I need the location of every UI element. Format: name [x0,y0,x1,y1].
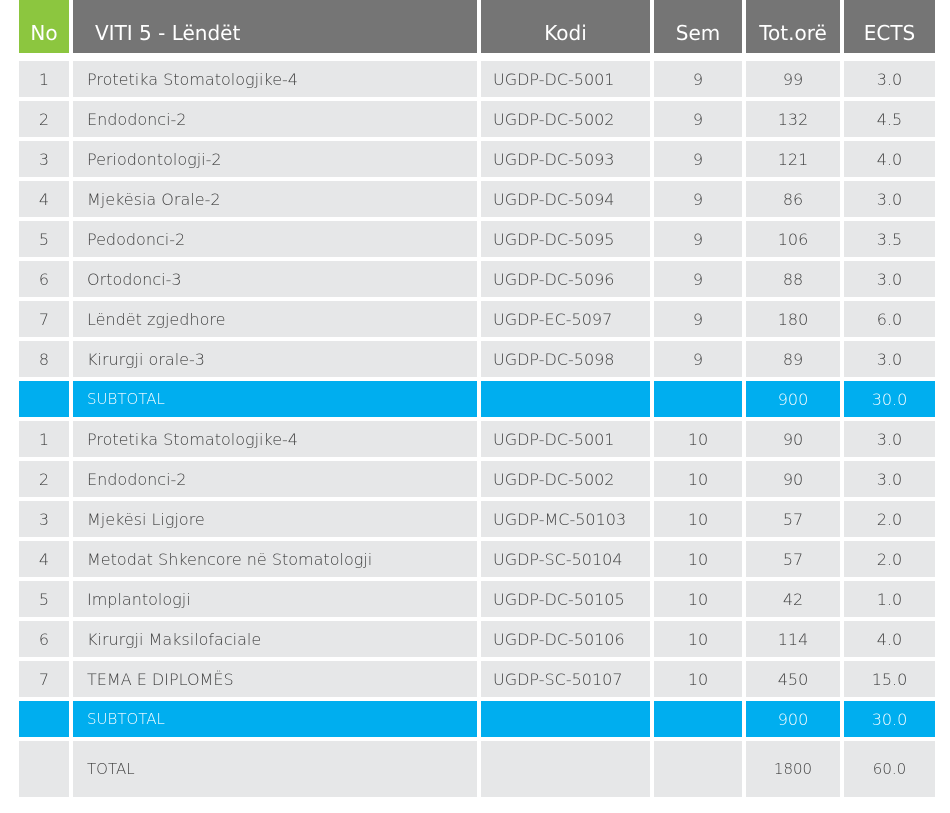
cell-name: Kirurgji orale-3 [73,341,477,377]
table-row [19,657,935,697]
cell-no: 7 [19,661,69,697]
header-title: VITI 5 - Lëndët [73,0,477,53]
cell-ects: 3.0 [844,461,935,497]
total-row [19,737,935,797]
cell-tot: 132 [746,101,840,137]
total-ects: 60.0 [844,741,935,797]
cell-code: UGDP-DC-5002 [481,101,650,137]
subtotal-ects: 30.0 [844,701,935,737]
cell-sem: 9 [654,221,742,257]
cell-name: Periodontologji-2 [73,141,477,177]
cell-sem: 9 [654,261,742,297]
cell-name: Metodat Shkencore në Stomatologji [73,541,477,577]
courses-table [19,0,935,797]
cell-code: UGDP-DC-50106 [481,621,650,657]
cell-sem: 9 [654,341,742,377]
cell-no: 2 [19,101,69,137]
cell-ects: 3.0 [844,61,935,97]
semester-9-rows [19,57,935,377]
cell-no: 8 [19,341,69,377]
cell-tot: 99 [746,61,840,97]
subtotal-no [19,701,69,737]
cell-tot: 90 [746,421,840,457]
table-row [19,617,935,657]
table-row [19,497,935,537]
cell-code: UGDP-SC-50107 [481,661,650,697]
cell-tot: 89 [746,341,840,377]
header-sem: Sem [654,0,742,53]
cell-tot: 180 [746,301,840,337]
cell-sem: 10 [654,621,742,657]
subtotal-code [481,381,650,417]
total-label: TOTAL [73,741,477,797]
cell-tot: 106 [746,221,840,257]
cell-no: 1 [19,61,69,97]
cell-no: 3 [19,141,69,177]
cell-tot: 114 [746,621,840,657]
cell-name: Protetika Stomatologjike-4 [73,61,477,97]
cell-sem: 9 [654,101,742,137]
cell-name: TEMA E DIPLOMËS [73,661,477,697]
table-row [19,97,935,137]
cell-ects: 1.0 [844,581,935,617]
subtotal-sem [654,701,742,737]
table-row [19,177,935,217]
total-tot: 1800 [746,741,840,797]
cell-tot: 88 [746,261,840,297]
total-no [19,741,69,797]
cell-code: UGDP-DC-50105 [481,581,650,617]
subtotal-label: SUBTOTAL [73,701,477,737]
subtotal-row [19,377,935,417]
cell-no: 6 [19,261,69,297]
cell-name: Mjekësi Ligjore [73,501,477,537]
header-no: No [19,0,69,53]
cell-sem: 9 [654,141,742,177]
cell-code: UGDP-DC-5098 [481,341,650,377]
cell-ects: 2.0 [844,501,935,537]
cell-name: Lëndët zgjedhore [73,301,477,337]
table-row [19,577,935,617]
cell-code: UGDP-DC-5095 [481,221,650,257]
cell-code: UGDP-DC-5094 [481,181,650,217]
cell-code: UGDP-DC-5001 [481,61,650,97]
cell-ects: 3.0 [844,421,935,457]
cell-name: Pedodonci-2 [73,221,477,257]
cell-no: 7 [19,301,69,337]
cell-tot: 90 [746,461,840,497]
table-row [19,297,935,337]
cell-sem: 10 [654,661,742,697]
cell-no: 4 [19,181,69,217]
cell-name: Ortodonci-3 [73,261,477,297]
cell-tot: 121 [746,141,840,177]
cell-no: 1 [19,421,69,457]
subtotal-row [19,697,935,737]
semester-10-rows [19,417,935,697]
subtotal-sem [654,381,742,417]
cell-code: UGDP-EC-5097 [481,301,650,337]
cell-ects: 4.0 [844,141,935,177]
cell-no: 4 [19,541,69,577]
cell-ects: 4.0 [844,621,935,657]
cell-tot: 86 [746,181,840,217]
total-code [481,741,650,797]
cell-name: Endodonci-2 [73,461,477,497]
total-sem [654,741,742,797]
cell-name: Kirurgji Maksilofaciale [73,621,477,657]
subtotal-tot: 900 [746,701,840,737]
cell-code: UGDP-DC-5093 [481,141,650,177]
cell-code: UGDP-DC-5001 [481,421,650,457]
subtotal-code [481,701,650,737]
subtotal-tot: 900 [746,381,840,417]
cell-ects: 4.5 [844,101,935,137]
cell-no: 2 [19,461,69,497]
cell-ects: 3.0 [844,341,935,377]
table-row [19,137,935,177]
cell-tot: 42 [746,581,840,617]
subtotal-label: SUBTOTAL [73,381,477,417]
cell-sem: 10 [654,421,742,457]
cell-ects: 3.0 [844,261,935,297]
cell-sem: 9 [654,181,742,217]
cell-name: Implantologji [73,581,477,617]
cell-sem: 9 [654,61,742,97]
header-code: Kodi [481,0,650,53]
cell-ects: 3.5 [844,221,935,257]
cell-code: UGDP-DC-5002 [481,461,650,497]
cell-name: Endodonci-2 [73,101,477,137]
cell-no: 5 [19,581,69,617]
table-row [19,337,935,377]
subtotal-no [19,381,69,417]
cell-sem: 10 [654,501,742,537]
header-tot: Tot.orë [746,0,840,53]
cell-code: UGDP-DC-5096 [481,261,650,297]
cell-tot: 57 [746,501,840,537]
cell-sem: 9 [654,301,742,337]
header-ects: ECTS [844,0,935,53]
cell-ects: 15.0 [844,661,935,697]
table-row [19,417,935,457]
subtotal-ects: 30.0 [844,381,935,417]
cell-sem: 10 [654,461,742,497]
cell-sem: 10 [654,581,742,617]
cell-code: UGDP-MC-50103 [481,501,650,537]
table-row [19,57,935,97]
cell-name: Mjekësia Orale-2 [73,181,477,217]
cell-no: 5 [19,221,69,257]
cell-no: 3 [19,501,69,537]
cell-ects: 6.0 [844,301,935,337]
cell-tot: 450 [746,661,840,697]
cell-name: Protetika Stomatologjike-4 [73,421,477,457]
table-row [19,257,935,297]
table-row [19,457,935,497]
cell-ects: 3.0 [844,181,935,217]
table-row [19,217,935,257]
table-row [19,537,935,577]
cell-no: 6 [19,621,69,657]
cell-tot: 57 [746,541,840,577]
cell-sem: 10 [654,541,742,577]
table-header [19,0,935,57]
cell-code: UGDP-SC-50104 [481,541,650,577]
cell-ects: 2.0 [844,541,935,577]
